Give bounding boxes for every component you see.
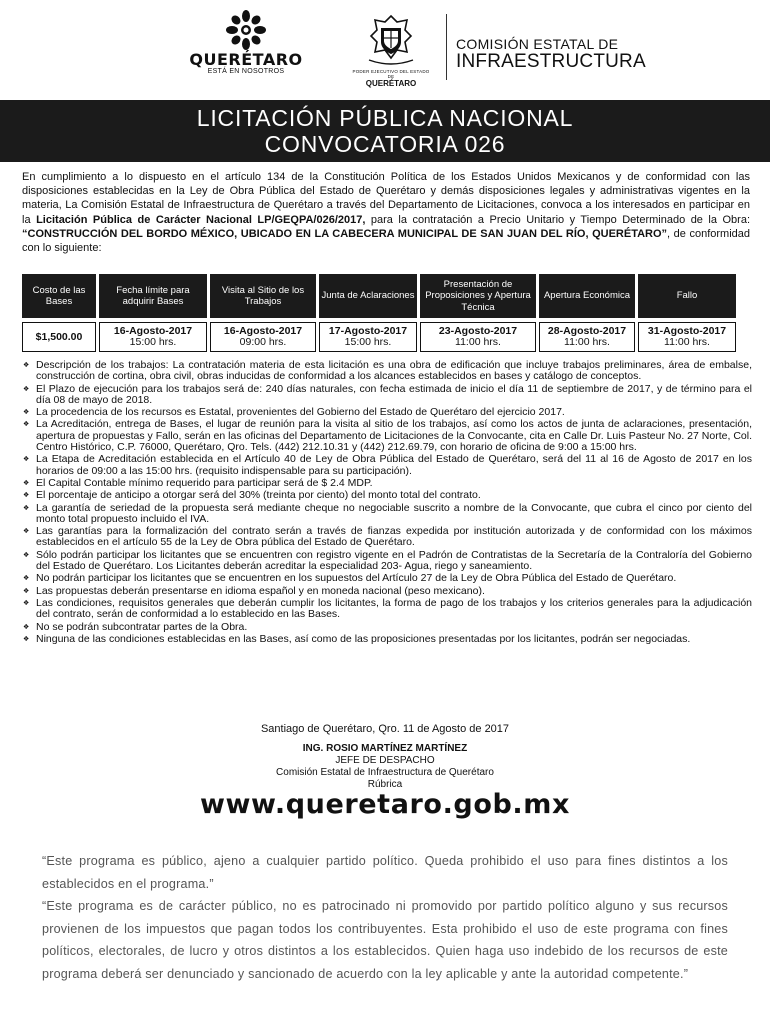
list-item: ❖ No podrán participar los licitantes que se encuentren en los supuestos del Artículo 27 de la Ley de Obra Pública del Estado de Querétaro. — [22, 573, 752, 584]
intro-paragraph — [22, 170, 750, 255]
time-value: 11:00 hrs. — [664, 336, 710, 348]
time-value: 09:00 hrs. — [239, 336, 287, 348]
date-value: 23-Agosto-2017 — [438, 325, 518, 337]
list-item: ❖ Ninguna de las condiciones establecidas en las Bases, así como de las proposiciones presentadas por los licitantes, podrán ser negociadas. — [22, 634, 752, 645]
list-item: ❖ La garantía de seriedad de la propuesta será mediante cheque no negociable suscrito a nombre de la Convocante, que cubra el cinco por ciento del monto total propuesto incluido el IVA. — [22, 503, 752, 526]
cell-proposals — [420, 322, 536, 352]
conditions-list — [22, 360, 752, 646]
intro-bold-1: Licitación Pública de Carácter Nacional LP/GEQPA/026/2017, — [36, 213, 366, 226]
logo-name: QUERÉTARO — [189, 50, 303, 69]
seal-name: QUERÉTARO — [365, 79, 417, 88]
agency-name — [456, 36, 646, 72]
header-site-visit: Visita al Sitio de los Trabajos — [210, 274, 316, 318]
place-date: Santiago de Querétaro, Qro. 11 de Agosto de 2017 — [260, 723, 510, 735]
cell-cost — [22, 322, 96, 352]
title-line-1: LICITACIÓN PÚBLICA NACIONAL — [196, 105, 574, 131]
date-value: 17-Agosto-2017 — [328, 325, 408, 337]
title-band — [0, 100, 770, 162]
star-flower-logo-icon — [222, 10, 270, 50]
state-seal — [352, 12, 430, 88]
list-item: ❖ Las propuestas deberán presentarse en idioma español y en moneda nacional (peso mexicano). — [22, 586, 752, 597]
table-row — [22, 322, 750, 352]
website-url: www.queretaro.gob.mx — [199, 789, 571, 820]
intro-part-3: , de conformidad con lo siguiente: — [22, 227, 750, 255]
date-value: 28-Agosto-2017 — [547, 325, 627, 337]
header-deadline: Fecha límite para adquirir Bases — [99, 274, 207, 318]
date-value: 16-Agosto-2017 — [113, 325, 193, 337]
disclaimer-paragraph-1: “Este programa es público, ajeno a cualquier partido político. Queda prohibido el uso para fines distintos a los establecidos en el programa.” — [42, 854, 728, 891]
agency-line-1: COMISIÓN ESTATAL DE — [456, 36, 619, 52]
header-clarifications: Junta de Aclaraciones — [319, 274, 417, 318]
list-item: ❖ La Etapa de Acreditación establecida en el Artículo 40 de Ley de Obra Pública del Estado de Querétaro, será del 11 al 16 de Agosto de 2017 en los horarios de 09:00 a las 15:00 hrs. (requisito indispensable para su participación). — [22, 454, 752, 477]
cell-site-visit — [210, 322, 316, 352]
list-item: ❖ El porcentaje de anticipo a otorgar será del 30% (treinta por ciento) del monto total del contrato. — [22, 490, 752, 501]
list-item: ❖ La Acreditación, entrega de Bases, el lugar de reunión para la visita al sitio de los trabajos, así como los actos de junta de aclaraciones, presentación, apertura de propuestas y Fallo, serán en las oficinas del Departamento de Licitaciones de la Convocante, cita en Calle Dr. Luis Pasteur No. 27 Norte, Col. Centro Histórico, C.P. 76000, Querétaro, Qro. Tels. (442) 212.10.31 y (442) 212.69.79, con horario de oficina de 9:00 a 15:00 hrs. — [22, 419, 752, 453]
time-value: 11:00 hrs. — [564, 336, 610, 348]
header-ruling: Fallo — [638, 274, 736, 318]
header-economic-opening: Apertura Económica — [539, 274, 635, 318]
list-item: ❖ Las condiciones, requisitos generales que deberán cumplir los licitantes, la forma de pago de los trabajos y los criterios generales para la adjudicación del contrato, serán de conformidad a lo establecido en las Bases. — [22, 598, 752, 621]
seal-caption: PODER EJECUTIVO DEL ESTADO DE — [352, 69, 430, 79]
time-value: 15:00 hrs. — [344, 336, 392, 348]
disclaimer — [42, 850, 728, 986]
intro-bold-2: “CONSTRUCCIÓN DEL BORDO MÉXICO, UBICADO EN LA CABECERA MUNICIPAL DE SAN JUAN DEL RÍO, QUERÉTARO” — [22, 227, 668, 240]
time-value: 15:00 hrs. — [129, 336, 177, 348]
list-item: ❖ Las garantías para la formalización del contrato serán a través de fianzas expedida por institución autorizada y de conformidad con los máximos establecidos en el artículo 55 de la Ley de Obra pública del Estado de Querétaro. — [22, 526, 752, 549]
logo-slogan: ESTÁ EN NOSOTROS — [207, 68, 285, 75]
header-cost: Costo de las Bases — [22, 274, 96, 318]
signer-org: Comisión Estatal de Infraestructura de Querétaro — [276, 767, 494, 778]
header-proposals: Presentación de Proposiciones y Apertura Técnica — [420, 274, 536, 318]
queretaro-logo — [178, 10, 314, 86]
signer-name: ING. ROSIO MARTÍNEZ MARTÍNEZ — [302, 743, 468, 754]
table-header-row — [22, 274, 750, 318]
intro-part-2: para la contratación a Precio Unitario y Tiempo Determinado de la Obra: — [365, 213, 751, 226]
date-value: 16-Agosto-2017 — [223, 325, 303, 337]
disclaimer-paragraph-2: “Este programa es de carácter público, no es patrocinado ni promovido por partido político alguno y sus recursos provienen de los impuestos que pagan todos los contribuyentes. Esta prohibido el uso de este programa con fines políticos, electorales, de lucro y otros distintos a los establecidos. Quien haga uso indebido de los recursos de este programa deberá ser denunciado y sancionado de acuerdo con la ley aplicable y ante la autoridad competente.” — [42, 899, 728, 981]
header-divider — [446, 14, 447, 80]
date-value: 31-Agosto-2017 — [647, 325, 727, 337]
signature-rubrica: Rúbrica — [367, 779, 403, 790]
agency-line-2: INFRAESTRUCTURA — [456, 51, 646, 72]
cell-economic-opening — [539, 322, 635, 352]
list-item: ❖ El Plazo de ejecución para los trabajos será de: 240 días naturales, con fecha estimada de inicio el día 11 de septiembre de 2017, y de término para el día 08 de mayo de 2018. — [22, 384, 752, 407]
list-item: ❖ La procedencia de los recursos es Estatal, provenientes del Gobierno del Estado de Querétaro del ejercicio 2017. — [22, 407, 752, 418]
title-line-2: CONVOCATORIA 026 — [264, 131, 506, 157]
header — [0, 0, 770, 92]
list-item: ❖ El Capital Contable mínimo requerido para participar será de $ 2.4 MDP. — [22, 478, 752, 489]
time-value: 11:00 hrs. — [455, 336, 501, 348]
list-item: ❖ Sólo podrán participar los licitantes que se encuentren con registro vigente en el Padrón de Contratistas de la Secretaría de la Contraloría del Gobierno del Estado de Querétaro. Los Licitantes deberán acreditar la especialidad 203- Agua, riego y saneamiento. — [22, 550, 752, 573]
list-item: ❖ Descripción de los trabajos: La contratación materia de esta licitación es una obra de edificación que incluye trabajos preliminares, área de embalse, construcción de cortina, obra civil, obras inducidas de conformidad a los alcances establecidos en bases y catálogo de conceptos. — [22, 360, 752, 383]
coat-of-arms-icon — [363, 12, 419, 68]
cell-clarifications — [319, 322, 417, 352]
signer-role: JEFE DE DESPACHO — [335, 755, 435, 766]
intro-part-1: En cumplimiento a lo dispuesto en el artículo 134 de la Constitución Política de los Estados Unidos Mexicanos y de conformidad con las disposiciones establecidas en la Ley de Obra Pública del Estado de Querétaro y demás disposiciones legales y administrativas vigentes en la materia, La Comisión Estatal de Infraestructura de Querétaro a través del Departamento de Licitaciones, convoca a los interesados en participar en la — [22, 171, 750, 226]
list-item: ❖ No se podrán subcontratar partes de la Obra. — [22, 622, 752, 633]
cost-value: $1,500.00 — [35, 330, 83, 343]
cell-ruling — [638, 322, 736, 352]
cell-deadline — [99, 322, 207, 352]
schedule-table — [22, 274, 750, 352]
